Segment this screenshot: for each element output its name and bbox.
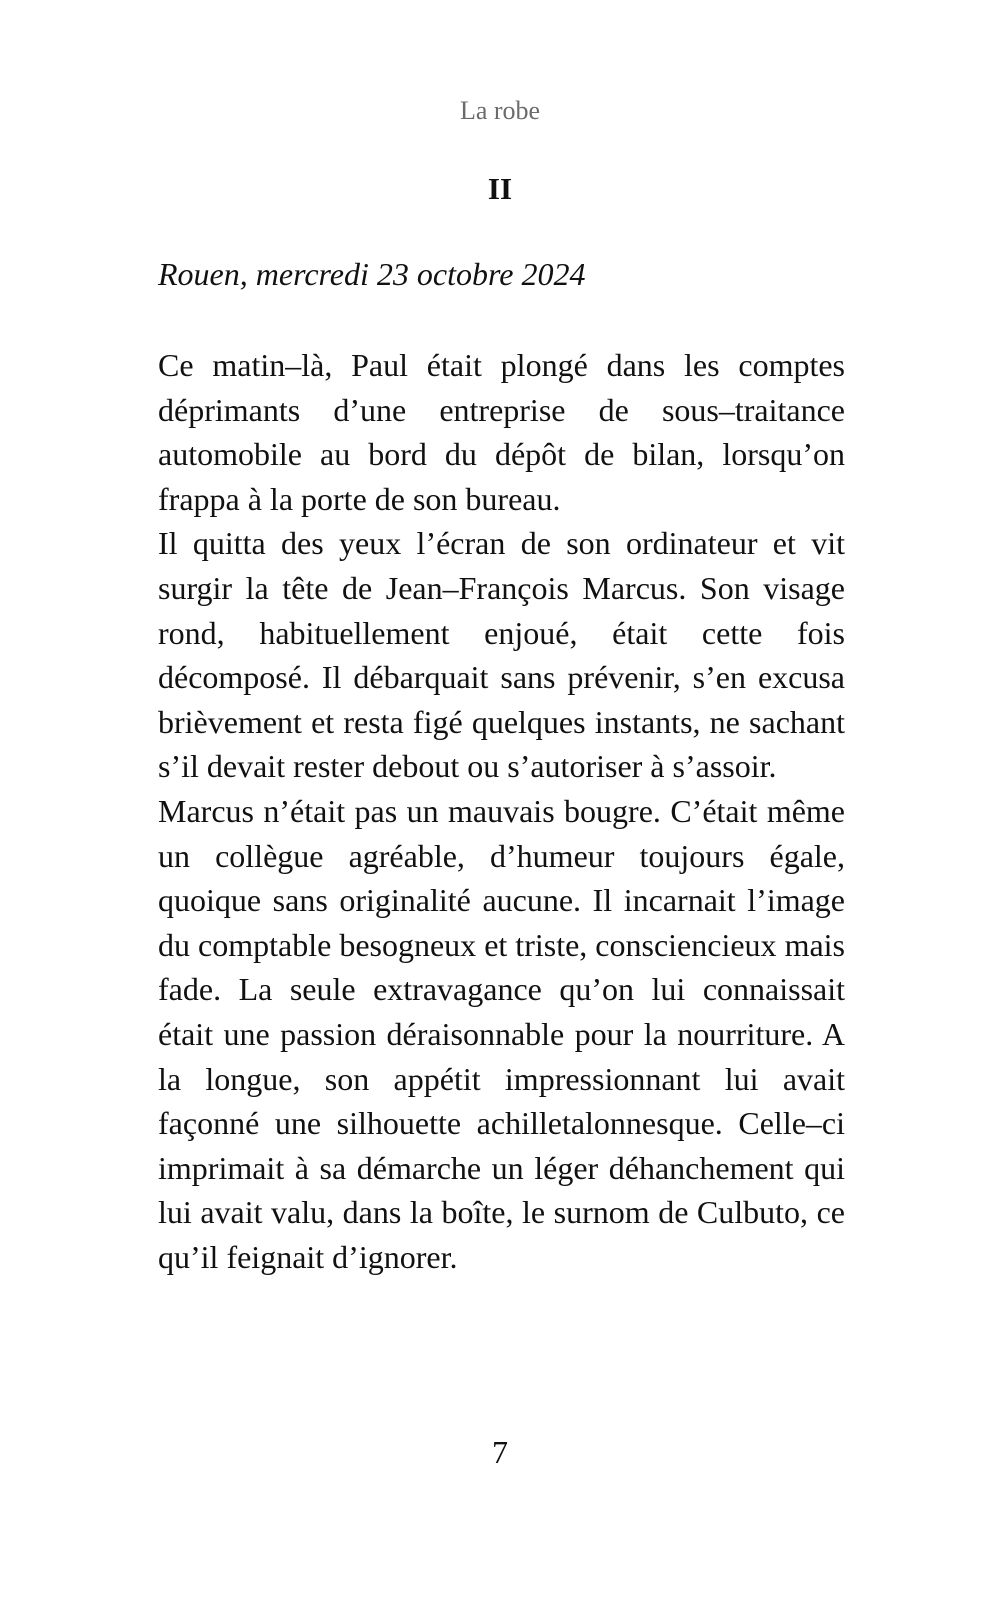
paragraph-3: Marcus n’était pas un mauvais bougre. C’était même un collègue agréable, d’humeur toujours égale, quoique sans originalité aucune. Il incarnait l’image du comptable besogneux et triste, consciencieux mais fade. La seule extravagance qu’on lui connaissait était une passion déraisonnable pour la nourriture. A la longue, son appétit impressionnant lui avait façonné une silhouette achilletalonnesque. Celle–ci imprimait à sa démarche un léger déhanchement qui lui avait valu, dans la boîte, le surnom de Culbuto, ce qu’il feignait d’ignorer. [158,792,845,1275]
paragraph-2: Il quitta des yeux l’écran de son ordinateur et vit surgir la tête de Jean–François Marcus. Son visage rond, habituellement enjoué, était cette fois décomposé. Il débarquait sans prévenir, s’en excusa brièvement et resta figé quelques instants, ne sachant s’il devait rester debout ou s’autoriser à s’assoir. [158,525,845,785]
running-header: La robe [459,96,541,125]
dateline: Rouen, mercredi 23 octobre 2024 [158,256,586,292]
body-text [158,343,845,1279]
paragraph-1: Ce matin–là, Paul était plongé dans les comptes déprimants d’une entreprise de sous–traitance automobile au bord du dépôt de bilan, lorsqu’on frappa à la porte de son bureau. [158,347,845,517]
page-number: 7 [492,1434,508,1470]
chapter-number: II [487,171,513,206]
